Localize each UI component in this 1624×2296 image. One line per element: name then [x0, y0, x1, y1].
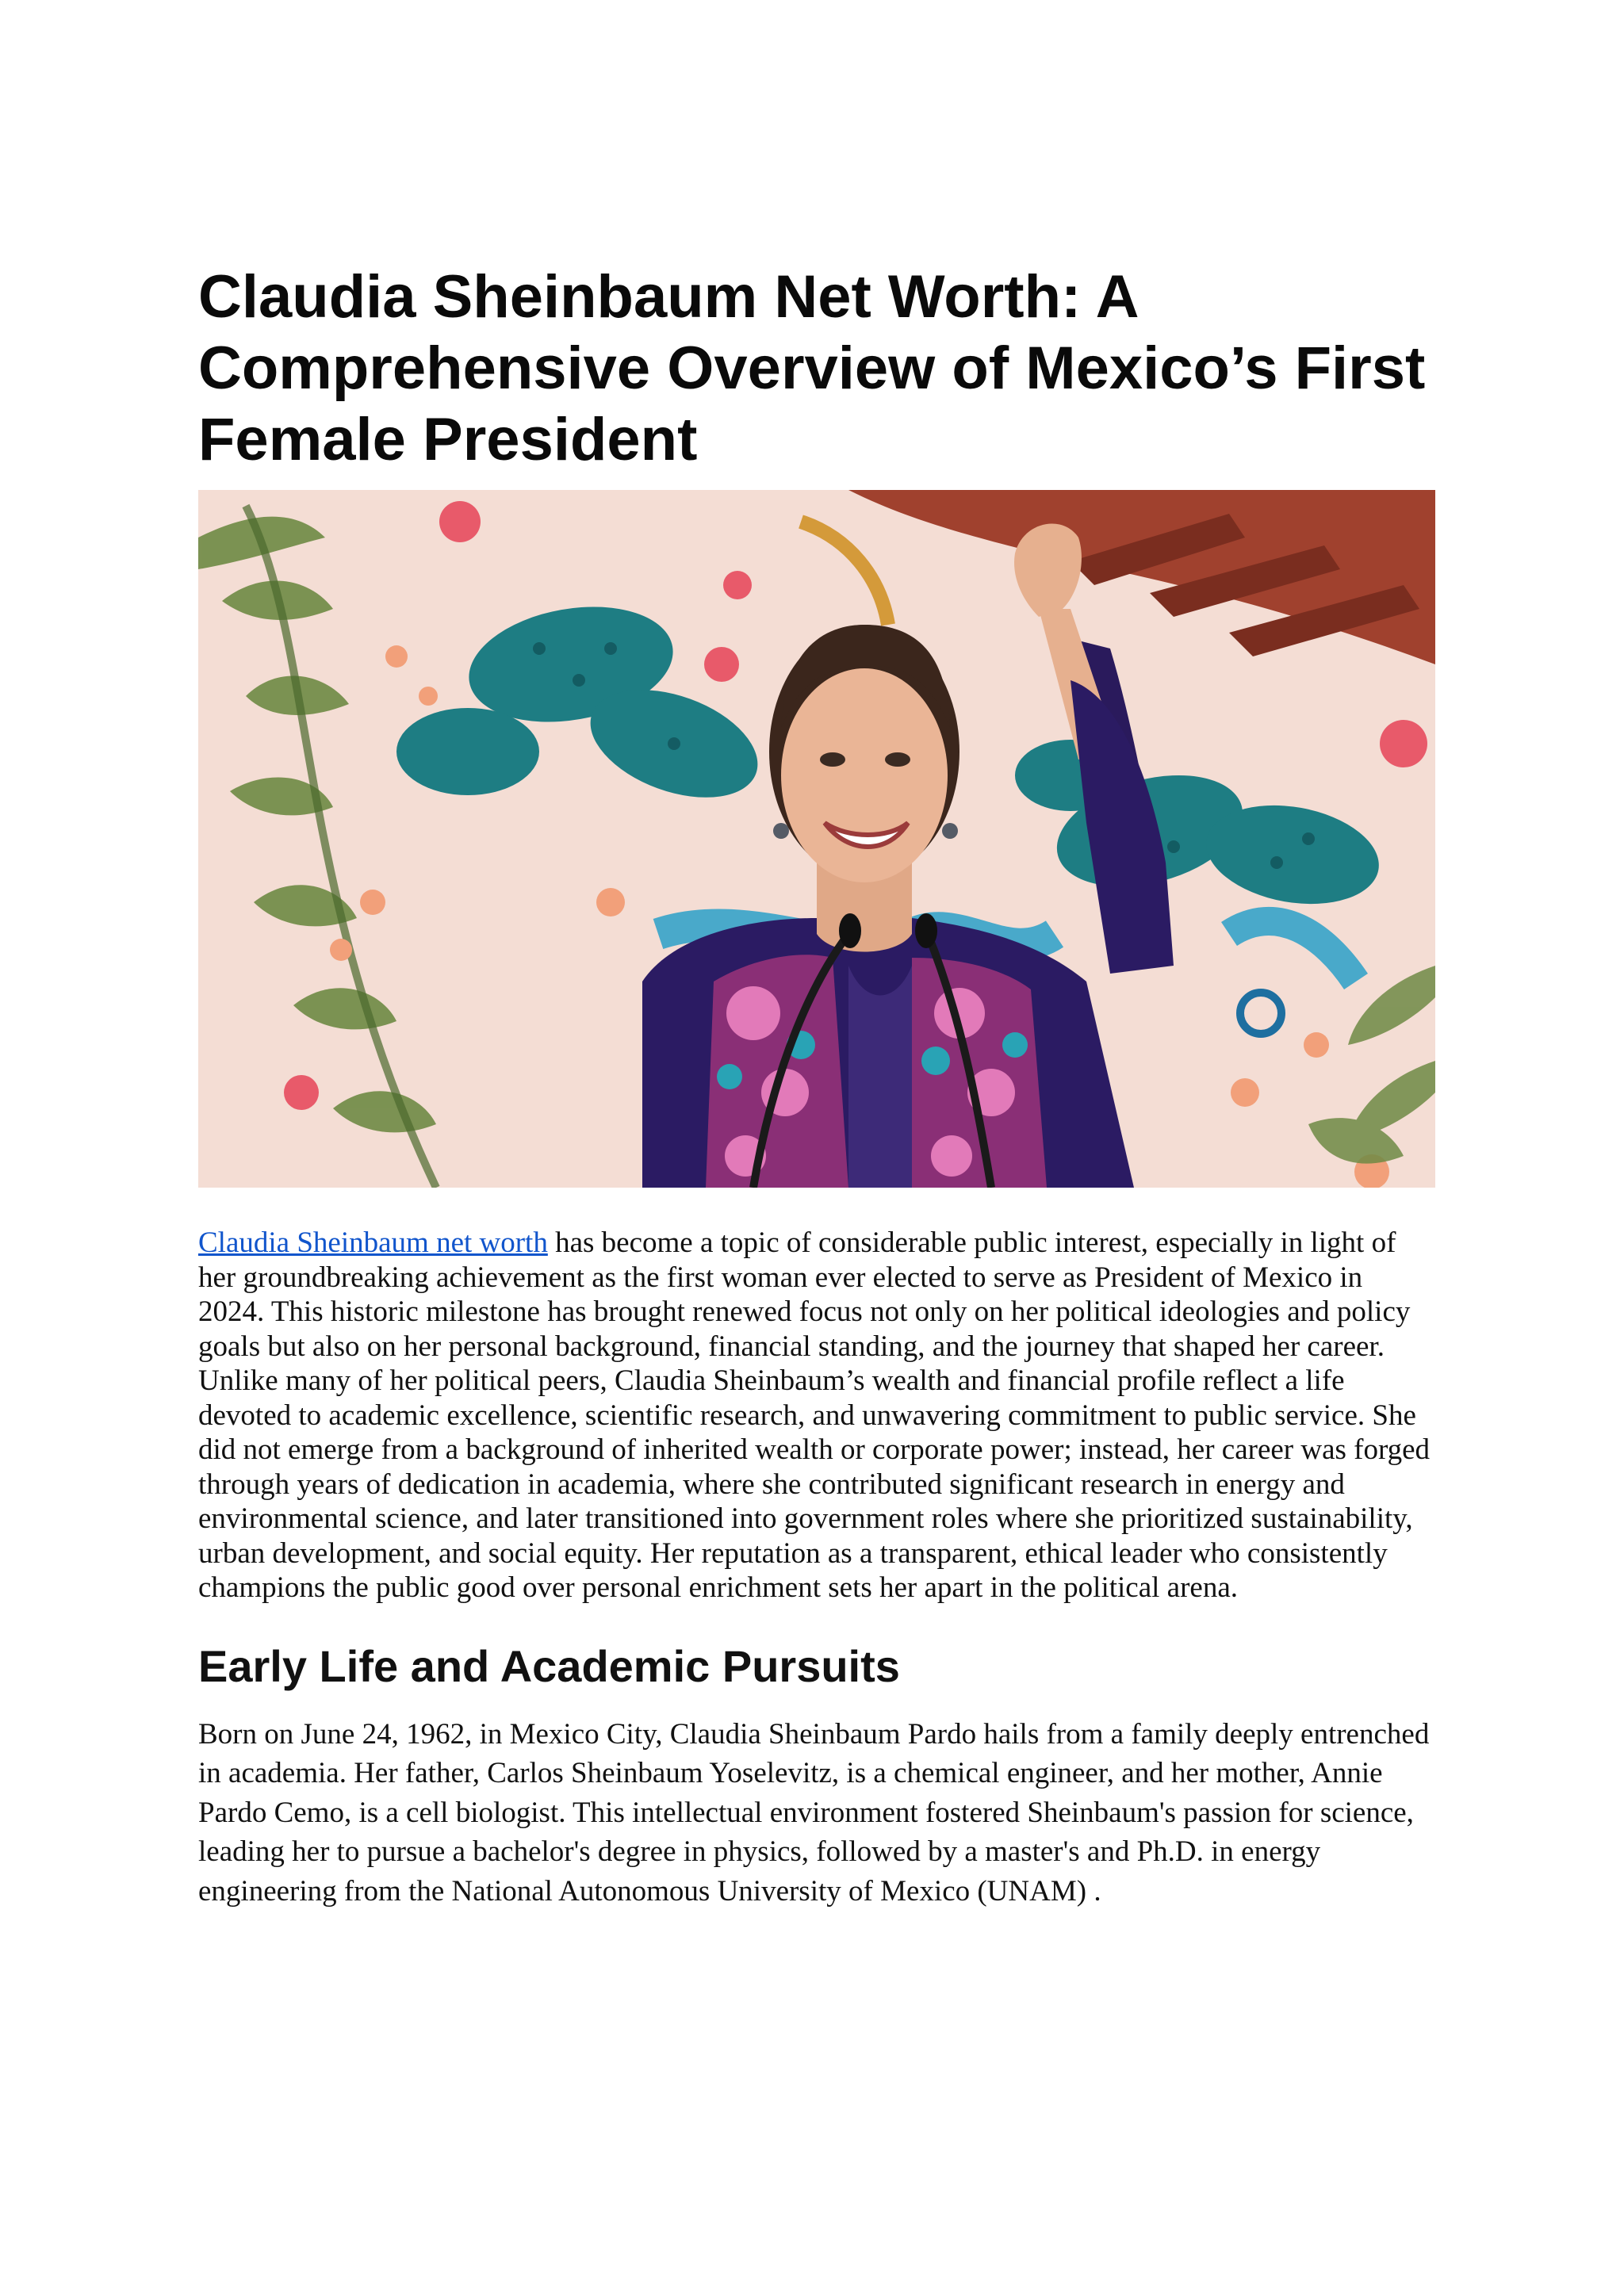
section-paragraph: Born on June 24, 1962, in Mexico City, Claudia Sheinbaum Pardo hails from a family deeply entrenched in academia. Her father, Carlos Sheinbaum Yoselevitz, is a chemical engineer, and her mother, Annie Pardo Cemo, is a cell biologist. This intellectual environment fostered Sheinbaum's passion for science, leading her to pursue a bachelor's degree in physics, followed by a master's and Ph.D. in energy engineering from the National Autonomous University of Mexico (UNAM) . — [198, 1717, 1430, 1908]
article-title: Claudia Sheinbaum Net Worth: A Comprehensive Overview of Mexico’s First Female President — [198, 263, 1426, 473]
intro-text: has become a topic of considerable public interest, especially in light of her groundbreaking achievement as the first woman ever elected to serve as President of Mexico in 2024. This historic milestone has brought renewed focus not only on her political ideologies and policy goals but also on her personal background, financial standing, and the journey that shaped her career. Unlike many of her political peers, Claudia Sheinbaum’s wealth and financial profile reflect a life devoted to academic excellence, scientific research, and unwavering commitment to public service. She did not emerge from a background of inherited wealth or corporate power; instead, her career was forged through years of dedication in academia, where she contributed significant research in energy and environmental science, and later transitioned into government roles where she prioritized sustainability, urban development, and social equity. Her reputation as a transparent, ethical leader who consistently champions the public good over personal enrichment sets her apart in the political arena. — [198, 1226, 1431, 1604]
section-heading: Early Life and Academic Pursuits — [198, 1640, 900, 1691]
net-worth-link[interactable]: Claudia Sheinbaum net worth — [198, 1226, 548, 1259]
hero-photo — [198, 490, 1435, 1188]
intro-paragraph — [198, 1226, 1435, 1605]
article — [198, 262, 1435, 1940]
